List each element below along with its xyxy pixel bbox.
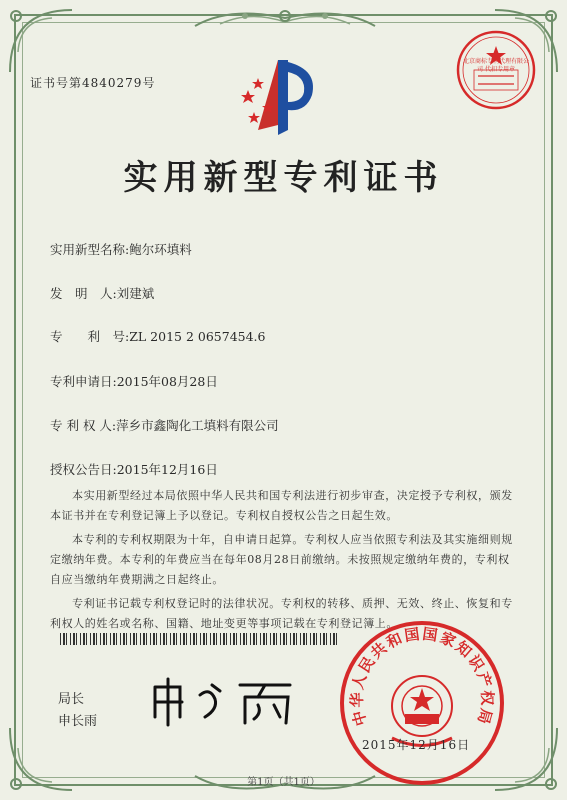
top-ornament [190,4,380,32]
director-signature [150,677,300,727]
field-patent-no-label: 专 利 号: [50,329,130,344]
patent-office-logo-icon [238,50,324,140]
official-seal-text: 中华人民共和国国家知识产权局 [347,624,497,728]
field-inventor-value: 刘建斌 [116,286,155,301]
paragraph-3: 专利证书记载专利权登记时的法律状况。专利权的转移、质押、无效、终止、恢复和专利权人的姓名或名称、国籍、地址变更等事项记载在专利登记簿上。 [50,597,513,630]
certificate-body [50,486,520,638]
official-seal [337,618,507,788]
field-filing-date-value: 2015年08月28日 [116,374,218,389]
paragraph-1: 本实用新型经过本局依照中华人民共和国专利法进行初步审查，决定授予专利权，颁发本证书并在专利登记簿上予以登记。专利权自授权公告之日起生效。 [50,489,513,522]
field-patent-no [50,327,266,345]
field-name [50,240,192,258]
field-patentee-value: 萍乡市鑫陶化工填料有限公司 [116,418,279,433]
field-patentee [50,416,279,434]
director-title: 局长 [58,692,85,707]
field-announce-date-value: 2015年12月16日 [116,462,218,477]
corner-ornament-top-left [2,2,82,82]
field-name-label: 实用新型名称: [50,242,130,257]
field-announce-date-label: 授权公告日: [50,462,117,477]
paragraph-2: 本专利的专利权期限为十年，自申请日起算。专利权人应当依照专利法及其实施细则规定缴纳年费。本专利的年费应当在每年08月28日前缴纳。未按照规定缴纳年费的，专利权自应当缴纳年费期满之日起终止。 [50,533,513,586]
field-announce-date [50,460,218,478]
field-inventor-label: 发 明 人: [50,286,117,301]
certificate-title: 实用新型专利证书 [123,158,444,198]
field-name-value: 鲍尔环填料 [129,242,192,257]
field-patentee-label: 专 利 权 人: [50,418,117,433]
barcode [60,633,340,645]
field-patent-no-value: ZL 2015 2 0657454.6 [129,329,266,344]
field-filing-date [50,372,218,390]
field-inventor [50,284,154,302]
page-number: 第1页（共1页） [247,777,320,788]
grant-date: 2015年12月16日 [362,738,471,752]
director-name: 申长雨 [58,714,98,729]
certificate-number: 证书号第4840279号 [30,76,156,90]
field-filing-date-label: 专利申请日: [50,374,117,389]
agency-seal-text: 北京商标专利代理有限公司 代扣专用章 [462,58,529,73]
